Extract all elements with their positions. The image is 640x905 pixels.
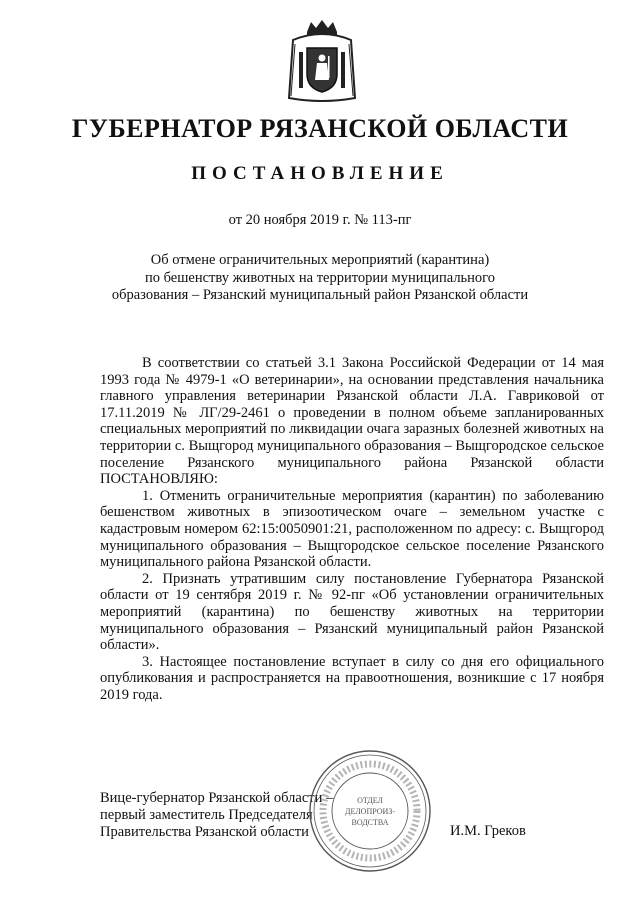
subject-line: Об отмене ограничительных мероприятий (карантина)	[150, 252, 490, 268]
clause-3-paragraph: 3. Настоящее постановление вступает в силу со дня его официального опубликования и распространяется на правоотношения, возникшие с 17 ноября 2019 года.	[100, 653, 604, 703]
stamp-text-line: ДЕЛОПРОИЗ-	[345, 807, 395, 816]
coat-of-arms-emblem	[285, 18, 359, 104]
signatory-position-line: Правительства Рязанской области	[100, 824, 309, 840]
subject-line: образования – Рязанский муниципальный район Рязанской области	[111, 287, 529, 303]
signatory-position-line: Вице-губернатор Рязанской области –	[100, 790, 334, 806]
clause-2-paragraph: 2. Признать утратившим силу постановление Губернатора Рязанской области от 19 сентября 2019 г. № 92-пг «Об установлении ограничительных мероприятий (карантина) по бешенству животных на территории муниципального образования – Рязанский муниципальный район Рязанской области».	[100, 570, 604, 654]
document-date-number: от 20 ноября 2019 г. № 113-пг	[228, 212, 412, 228]
office-stamp	[307, 748, 433, 874]
stamp-text-line: ОТДЕЛ	[357, 796, 383, 805]
document-body	[100, 355, 604, 703]
document-type: ПОСТАНОВЛЕНИЕ	[191, 163, 449, 184]
clause-1-paragraph: 1. Отменить ограничительные мероприятия (карантин) по заболеванию бешенством животных в эпизоотическом очаге – земельном участке с кадастровым номером 62:15:0050901:21, расположенном по адресу: с. Выщгород муниципального образования – Выщгородское сельское поселение Рязанского муниципального района Рязанской области.	[100, 487, 604, 571]
signatory-position-line: первый заместитель Председателя	[100, 807, 313, 823]
preamble-paragraph: В соответствии со статьей 3.1 Закона Российской Федерации от 14 мая 1993 года № 4979-1 «О ветеринарии», на основании представления начальника главного управления ветеринарии Рязанской области Л.А. Гавриковой от 17.11.2019 № ЛГ/29-2461 о проведении в полном объеме запланированных специальных мероприятий по ликвидации очага заразных болезней животных на территории с. Выщгород муниципального образования – Выщгородское сельское поселение Рязанского муниципального района Рязанской области ПОСТАНОВЛЯЮ:	[100, 355, 604, 488]
document-subject	[95, 252, 545, 305]
signatory-position	[100, 790, 333, 841]
stamp-text-line: ВОДСТВА	[351, 818, 389, 827]
subject-line: по бешенству животных на территории муниципального	[144, 269, 496, 286]
issuing-authority: ГУБЕРНАТОР РЯЗАНСКОЙ ОБЛАСТИ	[71, 114, 569, 143]
signatory-name: И.М. Греков	[450, 823, 526, 839]
